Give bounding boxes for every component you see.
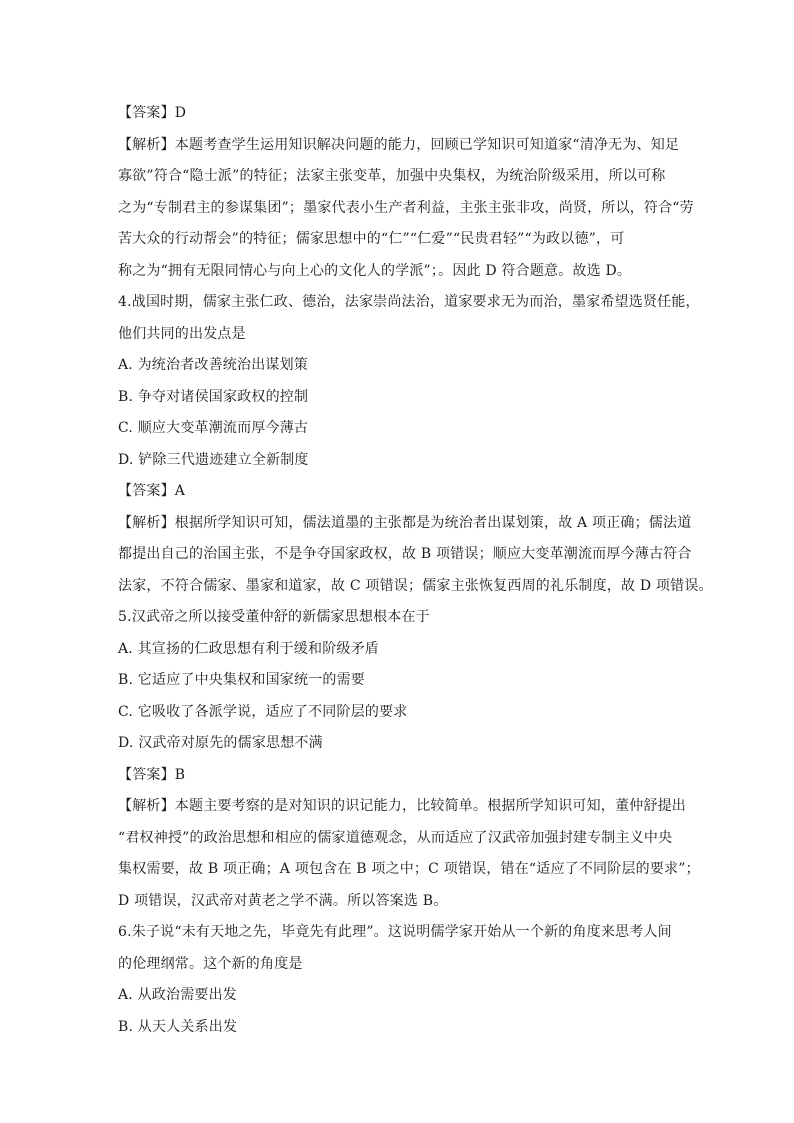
option-c: C. 顺应大变革潮流而厚今薄古 bbox=[118, 420, 309, 436]
question-6: 的伦理纲常。这个新的角度是 bbox=[118, 955, 303, 972]
analysis-text: D 项错误，汉武帝对黄老之学不满。所以答案选 B。 bbox=[118, 892, 448, 909]
option-b: B. 争夺对诸侯国家政权的控制 bbox=[118, 388, 309, 405]
answer-label: 【答案】B bbox=[118, 766, 186, 783]
answer-label: 【答案】A bbox=[118, 483, 186, 499]
analysis-text: 称之为“拥有无限同情心与向上心的文化人的学派”；。因此 D 符合题意。故选 D。 bbox=[118, 262, 632, 279]
analysis-text: 苦大众的行动帮会”的特征；儒家思想中的“仁”“仁爱”“民贵君轻”“为政以德”，可 bbox=[118, 231, 625, 247]
analysis-text: 【解析】根据所学知识可知，儒法道墨的主张都是为统治者出谋划策，故 A 项正确；儒法道 bbox=[118, 514, 692, 531]
analysis-text: “君权神授”的政治思想和相应的儒家道德观念，从而适应了汉武帝加强封建专制主义中央 bbox=[118, 829, 673, 846]
analysis-text: 之为“专制君主的参谋集团”；墨家代表小生产者利益，主张主张非攻，尚贤，所以，符合“劳 bbox=[118, 199, 694, 216]
analysis-text: 【解析】本题考查学生运用知识解决问题的能力，回顾已学知识可知道家“清净无为、知足 bbox=[118, 136, 680, 153]
question-4: 4.战国时期，儒家主张仁政、德治，法家崇尚法治，道家要求无为而治，墨家希望选贤任能， bbox=[118, 294, 700, 310]
document-body bbox=[118, 98, 713, 1043]
question-6: 6.朱子说“未有天地之先，毕竟先有此理”。这说明儒学家开始从一个新的角度来思考人间 bbox=[118, 924, 672, 940]
analysis-text: 寡欲”符合“隐士派”的特征；法家主张变革，加强中央集权，为统治阶级采用，所以可称 bbox=[118, 168, 666, 184]
option-c: C. 它吸收了各派学说，适应了不同阶层的要求 bbox=[118, 703, 408, 720]
question-4: 他们共同的出发点是 bbox=[118, 325, 246, 342]
analysis-text: 【解析】本题主要考察的是对知识的识记能力，比较简单。根据所学知识可知，董仲舒提出 bbox=[118, 798, 686, 814]
option-d: D. 汉武帝对原先的儒家思想不满 bbox=[118, 735, 323, 751]
option-a: A. 从政治需要出发 bbox=[118, 987, 238, 1003]
option-a: A. 其宣扬的仁政思想有利于缓和阶级矛盾 bbox=[118, 640, 380, 657]
analysis-text: 集权需要，故 B 项正确；A 项包含在 B 项之中；C 项错误，错在“适应了不同阶层的要求”； bbox=[118, 861, 700, 877]
analysis-text: 法家，不符合儒家、墨家和道家，故 C 项错误；儒家主张恢复西周的礼乐制度，故 D 项错误。 bbox=[118, 577, 713, 594]
option-b: B. 从天人关系出发 bbox=[118, 1018, 238, 1035]
option-b: B. 它适应了中央集权和国家统一的需要 bbox=[118, 672, 365, 688]
answer-label: 【答案】D bbox=[118, 105, 187, 121]
option-d: D. 铲除三代遗迹建立全新制度 bbox=[118, 451, 309, 468]
question-5: 5.汉武帝之所以接受董仲舒的新儒家思想根本在于 bbox=[118, 609, 430, 625]
option-a: A. 为统治者改善统治出谋划策 bbox=[118, 357, 309, 373]
analysis-text: 都提出自己的治国主张，不是争夺国家政权，故 B 项错误；顺应大变革潮流而厚今薄古符合 bbox=[118, 546, 692, 562]
